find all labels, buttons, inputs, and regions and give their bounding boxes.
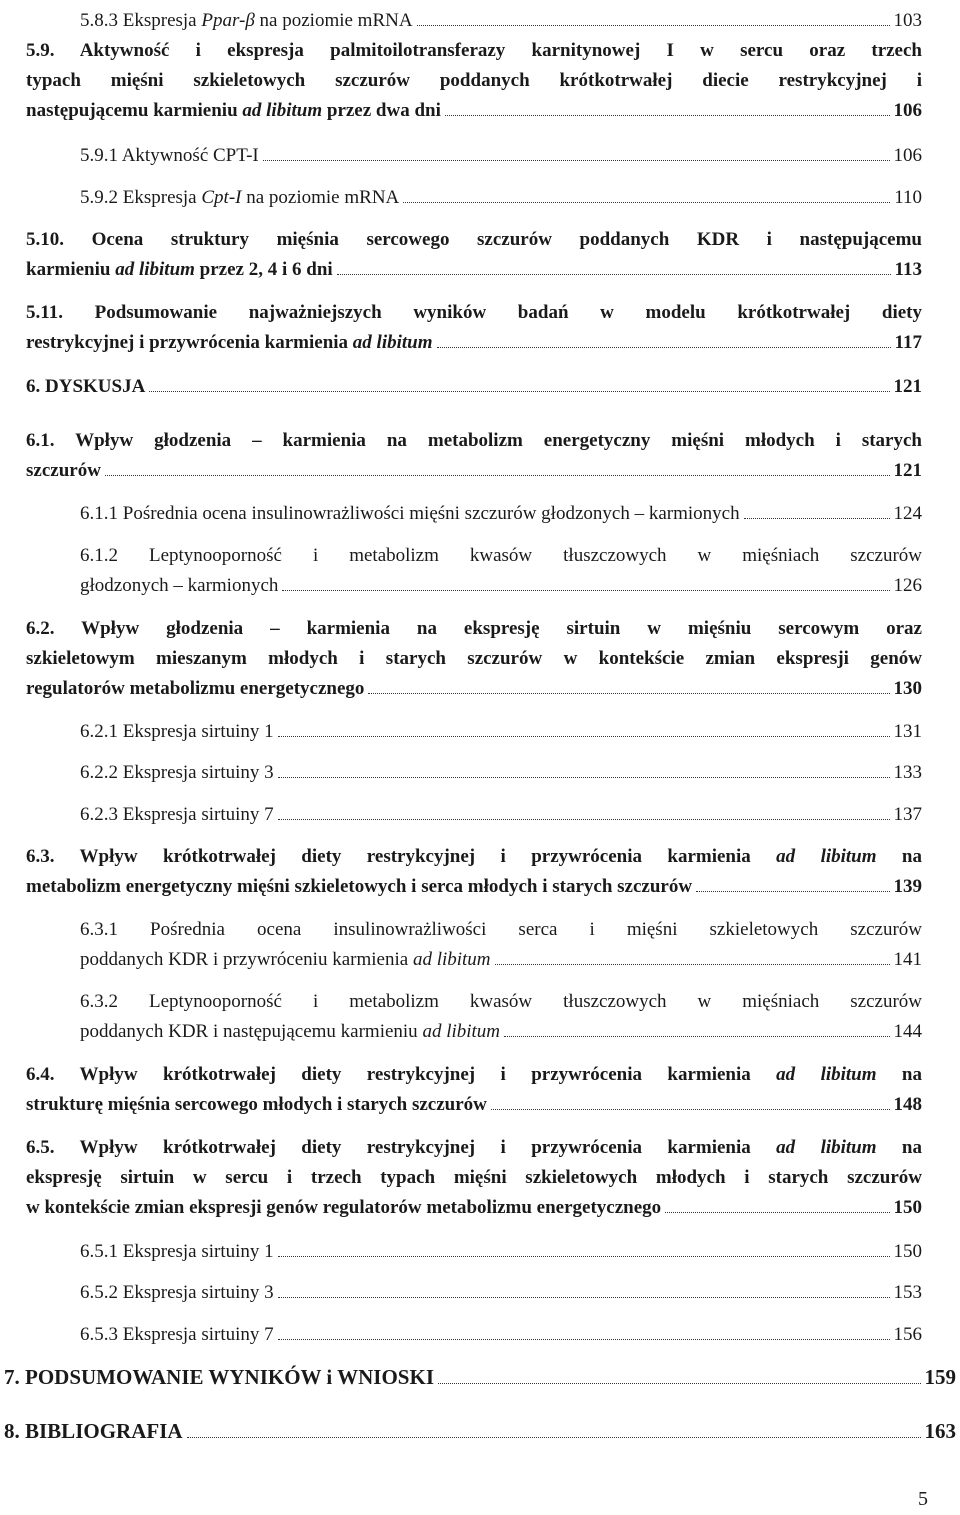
dot-leader xyxy=(665,1212,889,1213)
toc-entry-e621[interactable] xyxy=(80,717,922,747)
toc-entry-e591[interactable] xyxy=(80,141,922,171)
dot-leader xyxy=(403,202,890,203)
toc-entry-line xyxy=(26,225,922,255)
toc-entry-title xyxy=(26,1090,487,1120)
toc-entry-line xyxy=(26,66,922,96)
toc-entry-title xyxy=(4,1416,183,1446)
toc-page-number: 137 xyxy=(893,804,922,825)
toc-page-number: 106 xyxy=(893,100,922,121)
dot-leader xyxy=(187,1437,921,1438)
toc-entry-e510[interactable] xyxy=(26,225,922,285)
toc-entry-e61[interactable] xyxy=(26,426,922,486)
toc-entry-last-line xyxy=(80,571,922,601)
toc-entry-title xyxy=(80,1017,500,1047)
toc-entry-e653[interactable] xyxy=(80,1320,922,1350)
toc-entry-title xyxy=(80,183,399,213)
toc-entry-last-line xyxy=(26,1193,922,1223)
toc-text-segment: ad libitum xyxy=(776,1137,877,1158)
toc-entry-e631[interactable] xyxy=(80,915,922,975)
toc-page-number: 156 xyxy=(893,1324,922,1345)
toc-text-segment: 6.4. Wpływ krótkotrwałej diety restrykcyjnej i przywrócenia karmienia xyxy=(26,1064,777,1085)
toc-entry-e652[interactable] xyxy=(80,1278,922,1308)
dot-leader xyxy=(278,736,890,737)
toc-entry-last-line xyxy=(26,674,922,704)
toc-entry-title xyxy=(26,255,333,285)
toc-page-number: 131 xyxy=(893,721,922,742)
toc-entry-last-line xyxy=(26,872,922,902)
toc-text-segment: na xyxy=(876,1137,922,1158)
toc-text-segment: poddanych KDR i następującemu karmieniu xyxy=(80,1021,423,1042)
dot-leader xyxy=(368,693,889,694)
toc-entry-title xyxy=(26,96,441,126)
toc-text-segment: 6.3. Wpływ krótkotrwałej diety restrykcyjnej i przywrócenia karmienia xyxy=(26,846,777,867)
toc-entry-e63[interactable] xyxy=(26,842,922,902)
toc-page-number: 141 xyxy=(893,949,922,970)
dot-leader xyxy=(278,1297,890,1298)
toc-entry-line xyxy=(26,298,922,328)
toc-text-segment: na poziomie mRNA xyxy=(254,10,413,31)
dot-leader xyxy=(445,115,890,116)
toc-entry-e65[interactable] xyxy=(26,1133,922,1223)
toc-text-segment: 6.5. Wpływ krótkotrwałej diety restrykcyjnej i przywrócenia karmienia xyxy=(26,1137,777,1158)
toc-text-segment: głodzonych – karmionych xyxy=(80,575,279,596)
toc-text-segment: 6.5.2 Ekspresja sirtuiny 3 xyxy=(80,1282,274,1303)
toc-text-segment: metabolizm energetyczny mięśni szkieletowych i serca młodych i starych szczurów xyxy=(26,876,693,897)
dot-leader xyxy=(278,819,890,820)
toc-entry-last-line xyxy=(80,717,922,747)
toc-text-segment: 6.1.2 Leptynooporność i metabolizm kwasów tłuszczowych w mięśniach szczurów xyxy=(80,545,922,566)
toc-entry-e651[interactable] xyxy=(80,1237,922,1267)
toc-entry-last-line xyxy=(4,1416,956,1446)
toc-text-segment: przez dwa dni xyxy=(322,100,441,121)
toc-page-number: 113 xyxy=(894,259,922,280)
toc-entry-line xyxy=(26,1060,922,1090)
toc-page-number: 110 xyxy=(894,187,922,208)
toc-page-number: 139 xyxy=(893,876,922,897)
toc-entry-line xyxy=(80,541,922,571)
toc-entry-e538[interactable] xyxy=(80,6,922,36)
toc-entry-title xyxy=(26,328,433,358)
dot-leader xyxy=(504,1036,889,1037)
dot-leader xyxy=(744,518,890,519)
toc-entry-last-line xyxy=(80,141,922,171)
toc-entry-last-line xyxy=(4,1362,956,1392)
toc-entry-e6[interactable] xyxy=(26,372,922,402)
toc-text-segment: 5.9. Aktywność i ekspresja palmitoilotransferazy karnitynowej I w sercu oraz trzech xyxy=(26,40,922,61)
toc-entry-line xyxy=(26,36,922,66)
dot-leader xyxy=(495,964,890,965)
toc-text-segment: na poziomie mRNA xyxy=(241,187,400,208)
toc-text-segment: ad libitum xyxy=(115,259,195,280)
toc-entry-e8[interactable] xyxy=(4,1416,956,1446)
toc-page-number: 117 xyxy=(894,332,922,353)
toc-entry-e632[interactable] xyxy=(80,987,922,1047)
toc-text-segment: szkieletowym mieszanym młodych i starych szczurów w kontekście zmian ekspresji genów xyxy=(26,648,922,669)
toc-entry-title xyxy=(26,372,145,402)
toc-entry-last-line xyxy=(26,456,922,486)
toc-page-number: 133 xyxy=(893,762,922,783)
toc-text-segment: ad libitum xyxy=(776,1064,877,1085)
toc-text-segment: ekspresję sirtuin w sercu i trzech typach mięśni szkieletowych młodych i starych szczurów xyxy=(26,1167,922,1188)
toc-page-number: 124 xyxy=(893,503,922,524)
toc-text-segment: typach mięśni szkieletowych szczurów poddanych krótkotrwałej diecie restrykcyjnej i xyxy=(26,70,922,91)
toc-entry-last-line xyxy=(80,800,922,830)
toc-entry-e612[interactable] xyxy=(80,541,922,601)
toc-entry-e59[interactable] xyxy=(26,36,922,126)
toc-page-number: 121 xyxy=(893,460,922,481)
toc-text-segment: 6.2.1 Ekspresja sirtuiny 1 xyxy=(80,721,274,742)
dot-leader xyxy=(491,1109,890,1110)
dot-leader xyxy=(263,160,890,161)
toc-page-number: 163 xyxy=(924,1419,956,1443)
toc-page-number: 103 xyxy=(893,10,922,31)
toc-text-segment: 7. PODSUMOWANIE WYNIKÓW i WNIOSKI xyxy=(4,1365,434,1389)
toc-entry-title xyxy=(80,571,278,601)
toc-entry-title xyxy=(80,717,274,747)
toc-entry-e64[interactable] xyxy=(26,1060,922,1120)
dot-leader xyxy=(278,1256,890,1257)
toc-entry-line xyxy=(80,915,922,945)
toc-entry-title xyxy=(26,1193,661,1223)
toc-text-segment: 6.5.1 Ekspresja sirtuiny 1 xyxy=(80,1241,274,1262)
dot-leader xyxy=(105,475,890,476)
toc-text-segment: 5.9.2 Ekspresja xyxy=(80,187,202,208)
toc-entry-line xyxy=(26,842,922,872)
toc-entry-last-line xyxy=(80,945,922,975)
toc-entry-last-line xyxy=(80,499,922,529)
toc-text-segment: regulatorów metabolizmu energetycznego xyxy=(26,678,365,699)
toc-entry-title xyxy=(26,674,364,704)
toc-text-segment: poddanych KDR i przywróceniu karmienia xyxy=(80,949,413,970)
toc-text-segment: 6.2.3 Ekspresja sirtuiny 7 xyxy=(80,804,274,825)
toc-entry-last-line xyxy=(80,6,922,36)
toc-entry-title xyxy=(80,6,413,36)
toc-entry-e623[interactable] xyxy=(80,800,922,830)
toc-entry-last-line xyxy=(26,255,922,285)
toc-page-number: 144 xyxy=(893,1021,922,1042)
toc-page-number: 106 xyxy=(893,145,922,166)
toc-text-segment: ad libitum xyxy=(422,1021,501,1042)
toc-entry-e611[interactable] xyxy=(80,499,922,529)
toc-text-segment: 6.1. Wpływ głodzenia – karmienia na metabolizm energetyczny mięśni młodych i starych xyxy=(26,430,922,451)
toc-entry-last-line xyxy=(80,758,922,788)
toc-entry-e622[interactable] xyxy=(80,758,922,788)
toc-page-number: 150 xyxy=(893,1241,922,1262)
toc-page-number: 126 xyxy=(893,575,922,596)
toc-text-segment: 5.11. Podsumowanie najważniejszych wyników badań w modelu krótkotrwałej diety xyxy=(26,302,922,323)
toc-page-number: 159 xyxy=(924,1365,956,1389)
toc-page-number: 153 xyxy=(893,1282,922,1303)
toc-entry-title xyxy=(26,456,101,486)
toc-entry-title xyxy=(80,758,274,788)
toc-entry-title xyxy=(80,1237,274,1267)
toc-entry-last-line xyxy=(80,183,922,213)
toc-entry-title xyxy=(4,1362,434,1392)
toc-text-segment: 6.3.1 Pośrednia ocena insulinowrażliwości serca i mięśni szkieletowych szczurów xyxy=(80,919,922,940)
toc-text-segment: 5.9.1 Aktywność CPT-I xyxy=(80,145,259,166)
toc-text-segment: ad libitum xyxy=(242,100,323,121)
toc-text-segment: przez 2, 4 i 6 dni xyxy=(194,259,333,280)
toc-page-number: 148 xyxy=(893,1094,922,1115)
toc-entry-title xyxy=(80,1320,274,1350)
toc-text-segment: ad libitum xyxy=(776,846,877,867)
dot-leader xyxy=(149,391,889,392)
page-number: 5 xyxy=(918,1488,928,1510)
toc-text-segment: 6.1.1 Pośrednia ocena insulinowrażliwości mięśni szczurów głodzonych – karmionych xyxy=(80,503,740,524)
toc-entry-line xyxy=(80,987,922,1017)
toc-text-segment: Cpt-I xyxy=(201,187,242,208)
toc-text-segment: karmieniu xyxy=(26,259,116,280)
toc-text-segment: 6. DYSKUSJA xyxy=(26,376,146,397)
toc-entry-e592[interactable] xyxy=(80,183,922,213)
dot-leader xyxy=(438,1383,921,1384)
toc-text-segment: 5.8.3 Ekspresja xyxy=(80,10,202,31)
toc-page-number: 130 xyxy=(893,678,922,699)
toc-entry-last-line xyxy=(80,1278,922,1308)
toc-entry-last-line xyxy=(26,96,922,126)
toc-entry-title xyxy=(26,872,692,902)
toc-text-segment: restrykcyjnej i przywrócenia karmienia xyxy=(26,332,353,353)
toc-text-segment: 6.3.2 Leptynooporność i metabolizm kwasów tłuszczowych w mięśniach szczurów xyxy=(80,991,922,1012)
toc-entry-line xyxy=(26,1133,922,1163)
toc-entry-last-line xyxy=(80,1320,922,1350)
toc-entry-e62[interactable] xyxy=(26,614,922,704)
toc-text-segment: następującemu karmieniu xyxy=(26,100,243,121)
toc-entry-line xyxy=(26,614,922,644)
toc-text-segment: 6.5.3 Ekspresja sirtuiny 7 xyxy=(80,1324,274,1345)
toc-text-segment: 5.10. Ocena struktury mięśnia sercowego szczurów poddanych KDR i następującemu xyxy=(26,229,922,250)
toc-text-segment: Ppar-β xyxy=(201,10,255,31)
toc-entry-title xyxy=(80,499,740,529)
dot-leader xyxy=(282,590,889,591)
dot-leader xyxy=(278,1339,890,1340)
dot-leader xyxy=(696,891,889,892)
toc-text-segment: na xyxy=(876,1064,922,1085)
dot-leader xyxy=(278,777,890,778)
toc-entry-line xyxy=(26,644,922,674)
toc-text-segment: na xyxy=(876,846,922,867)
toc-page-number: 150 xyxy=(893,1197,922,1218)
toc-entry-line xyxy=(26,426,922,456)
toc-entry-line xyxy=(26,1163,922,1193)
toc-entry-title xyxy=(80,1278,274,1308)
toc-text-segment: ad libitum xyxy=(352,332,433,353)
toc-entry-title xyxy=(80,945,491,975)
toc-page-number: 121 xyxy=(893,376,922,397)
toc-text-segment: 6.2. Wpływ głodzenia – karmienia na ekspresję sirtuin w mięśniu sercowym oraz xyxy=(26,618,922,639)
toc-entry-last-line xyxy=(80,1237,922,1267)
toc-text-segment: w kontekście zmian ekspresji genów regulatorów metabolizmu energetycznego xyxy=(26,1197,662,1218)
toc-entry-e511[interactable] xyxy=(26,298,922,358)
dot-leader xyxy=(437,347,891,348)
toc-entry-last-line xyxy=(26,1090,922,1120)
toc-text-segment: 8. BIBLIOGRAFIA xyxy=(4,1419,183,1443)
toc-text-segment: 6.2.2 Ekspresja sirtuiny 3 xyxy=(80,762,274,783)
toc-text-segment: ad libitum xyxy=(412,949,491,970)
dot-leader xyxy=(417,25,890,26)
toc-entry-last-line xyxy=(80,1017,922,1047)
toc-text-segment: strukturę mięśnia sercowego młodych i starych szczurów xyxy=(26,1094,487,1115)
toc-entry-title xyxy=(80,800,274,830)
dot-leader xyxy=(337,274,891,275)
toc-entry-last-line xyxy=(26,372,922,402)
toc-text-segment: szczurów xyxy=(26,460,101,481)
toc-entry-last-line xyxy=(26,328,922,358)
toc-entry-title xyxy=(80,141,259,171)
toc-entry-e7[interactable] xyxy=(4,1362,956,1392)
